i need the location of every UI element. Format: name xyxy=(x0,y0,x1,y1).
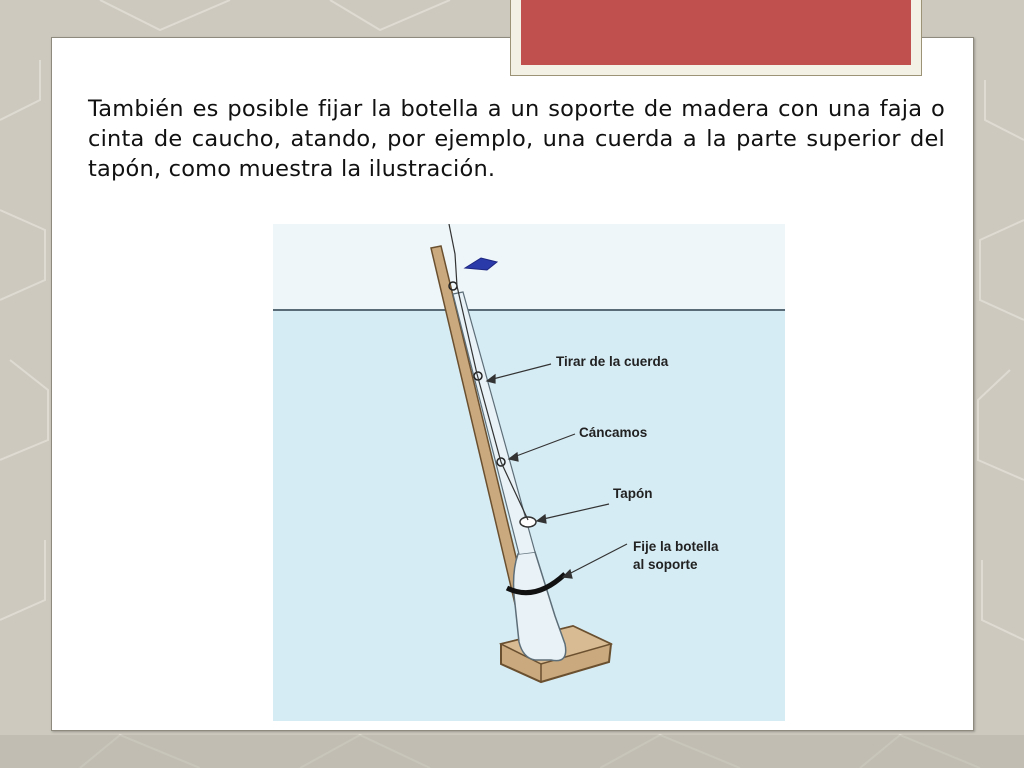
bottle-cap xyxy=(520,517,536,527)
slide-body-text: También es posible fijar la botella a un soporte de madera con una faja o cinta de caucho, atando, por ejemplo, una cuerda a la parte superior del tapón, como muestra la ilustración. xyxy=(88,96,945,182)
title-accent-bar xyxy=(521,0,911,65)
label-fix-bottle-line2: al soporte xyxy=(633,557,698,572)
label-cap: Tapón xyxy=(613,486,653,501)
bottle-trap-illustration xyxy=(273,224,785,721)
label-fix-bottle-line1: Fije la botella xyxy=(633,539,719,554)
label-pull-rope: Tirar de la cuerda xyxy=(556,354,669,369)
label-eyebolts: Cáncamos xyxy=(579,425,648,440)
title-placeholder-frame xyxy=(510,0,922,76)
air-area xyxy=(273,224,785,310)
